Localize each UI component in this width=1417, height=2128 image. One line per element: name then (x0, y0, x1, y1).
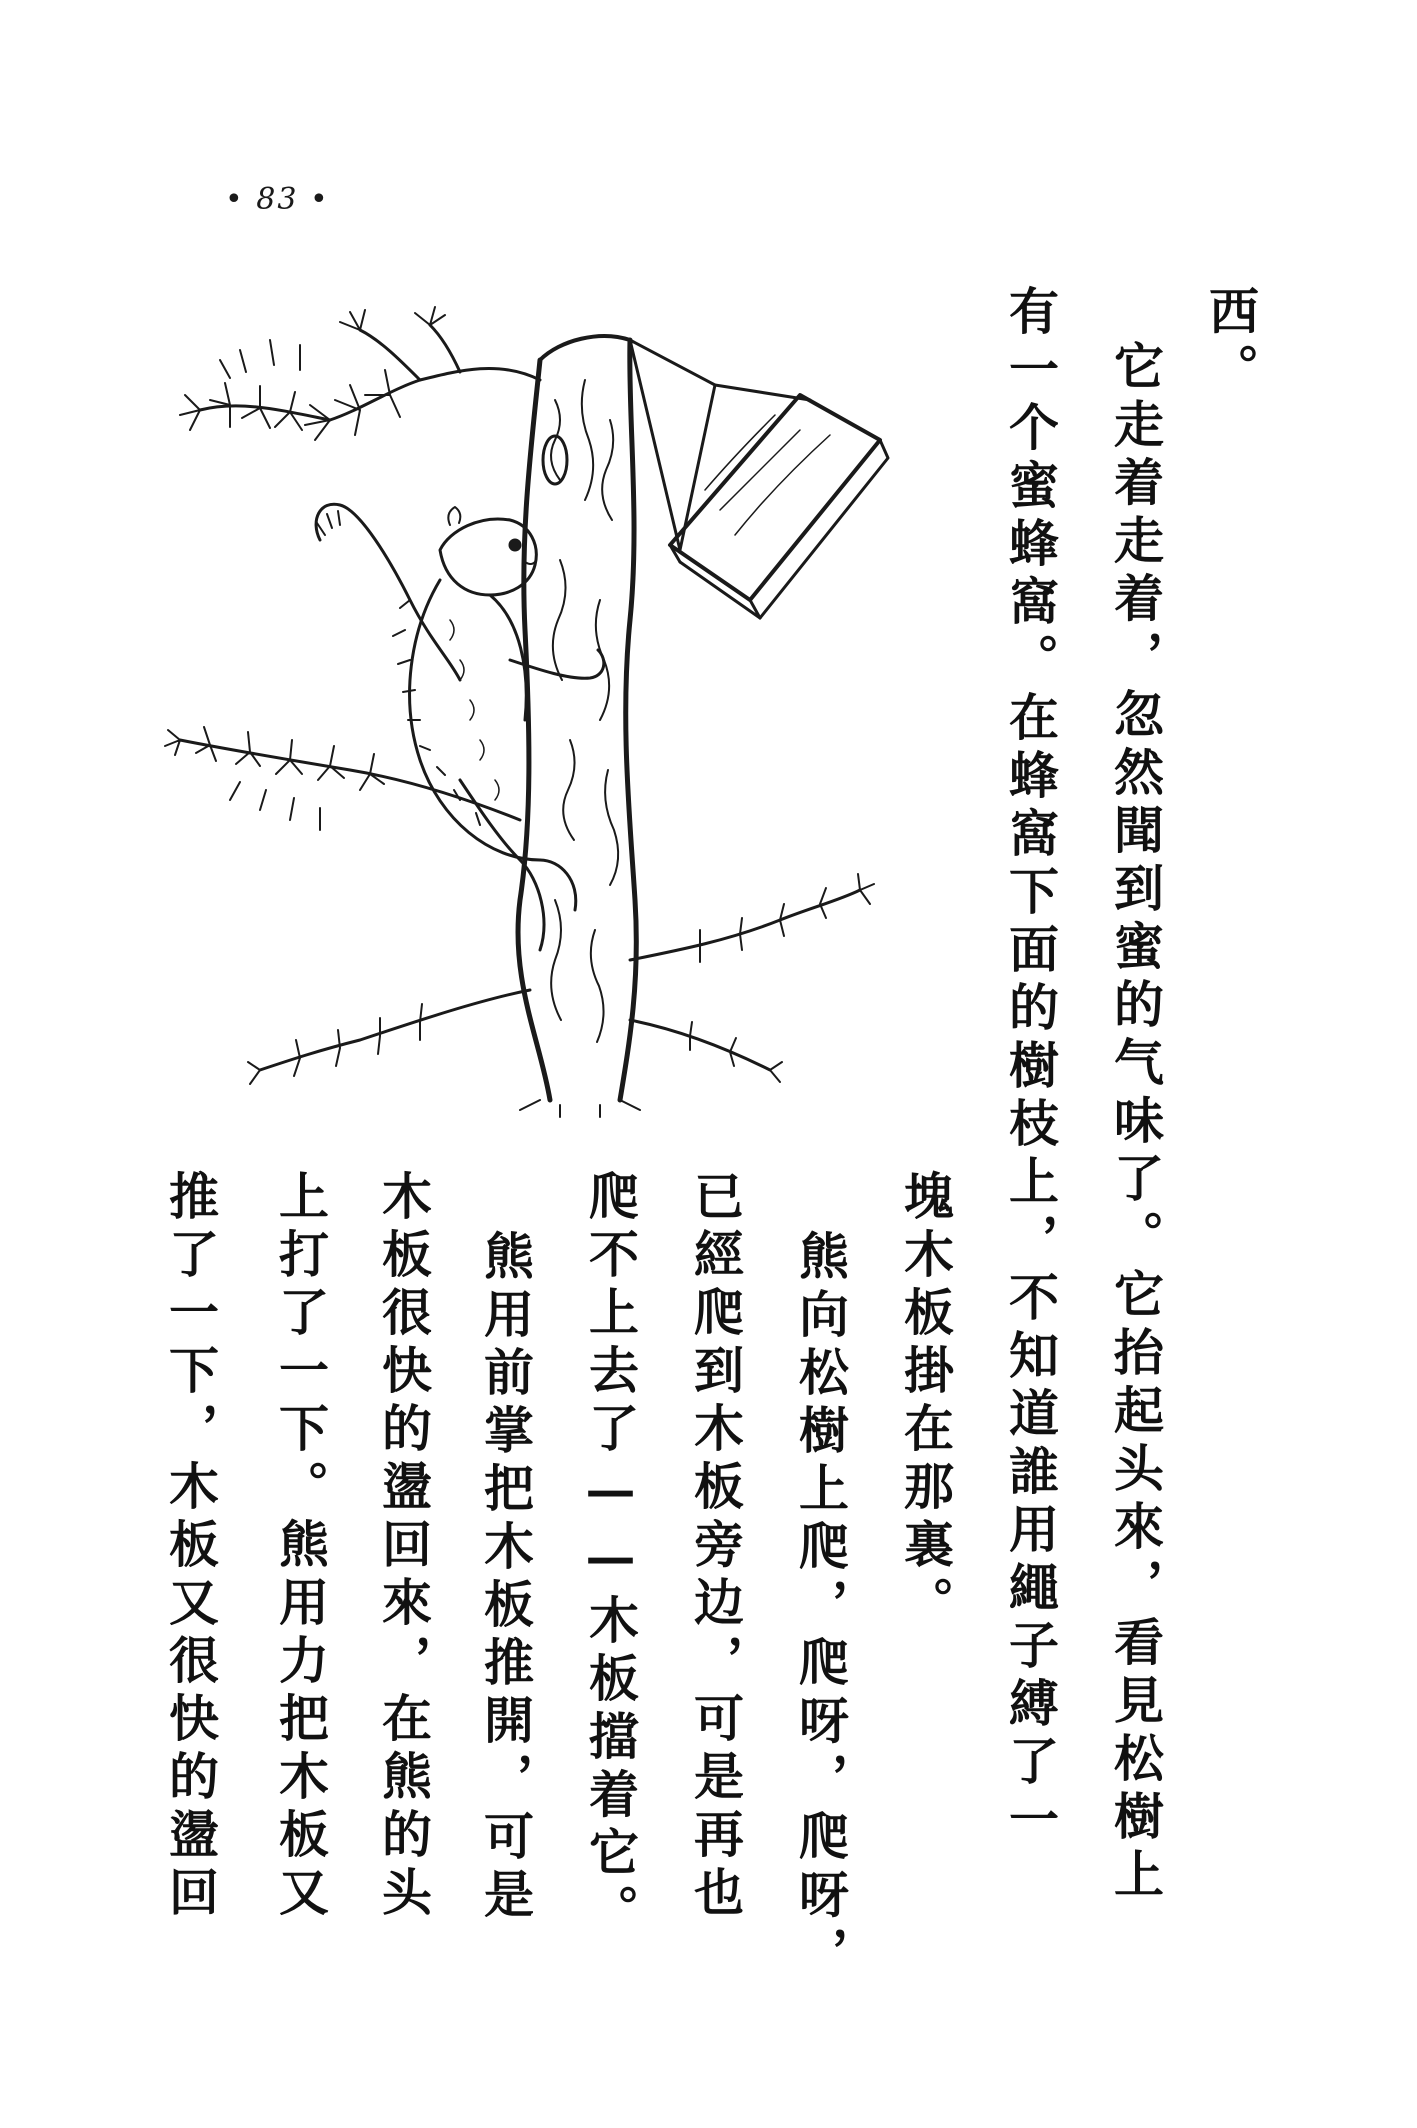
text-column-2: 它走着走着，忽然聞到蜜的气味了。它抬起头來，看見松樹上 (1106, 340, 1165, 1906)
page-number: • 83 • (225, 182, 330, 217)
text-column-3: 有一个蜜蜂窩。在蜂窩下面的樹枝上，不知道誰用繩子縛了一 (1001, 285, 1060, 1851)
text-column-8: 熊用前掌把木板推開，可是 (476, 1230, 535, 1926)
bear (316, 504, 604, 950)
upper-branch (180, 307, 540, 440)
text-column-7: 爬不上去了——木板擋着它。 (581, 1170, 640, 1942)
text-column-10: 上打了一下。熊用力把木板又 (271, 1170, 330, 1924)
bear-illustration (160, 300, 940, 1120)
text-column-11: 推了一下，木板又很快的盪回 (161, 1170, 220, 1924)
text-column-6: 已經爬到木板旁边，可是再也 (686, 1170, 745, 1924)
text-column-4: 塊木板掛在那裏。 (896, 1170, 955, 1634)
text-column-5: 熊向松樹上爬，爬呀，爬呀， (791, 1230, 850, 1984)
text-column-9: 木板很快的盪回來，在熊的头 (374, 1170, 433, 1924)
tree-trunk (518, 336, 636, 1100)
hanging-board (630, 340, 888, 618)
text-column-1: 西。 (1201, 285, 1260, 401)
